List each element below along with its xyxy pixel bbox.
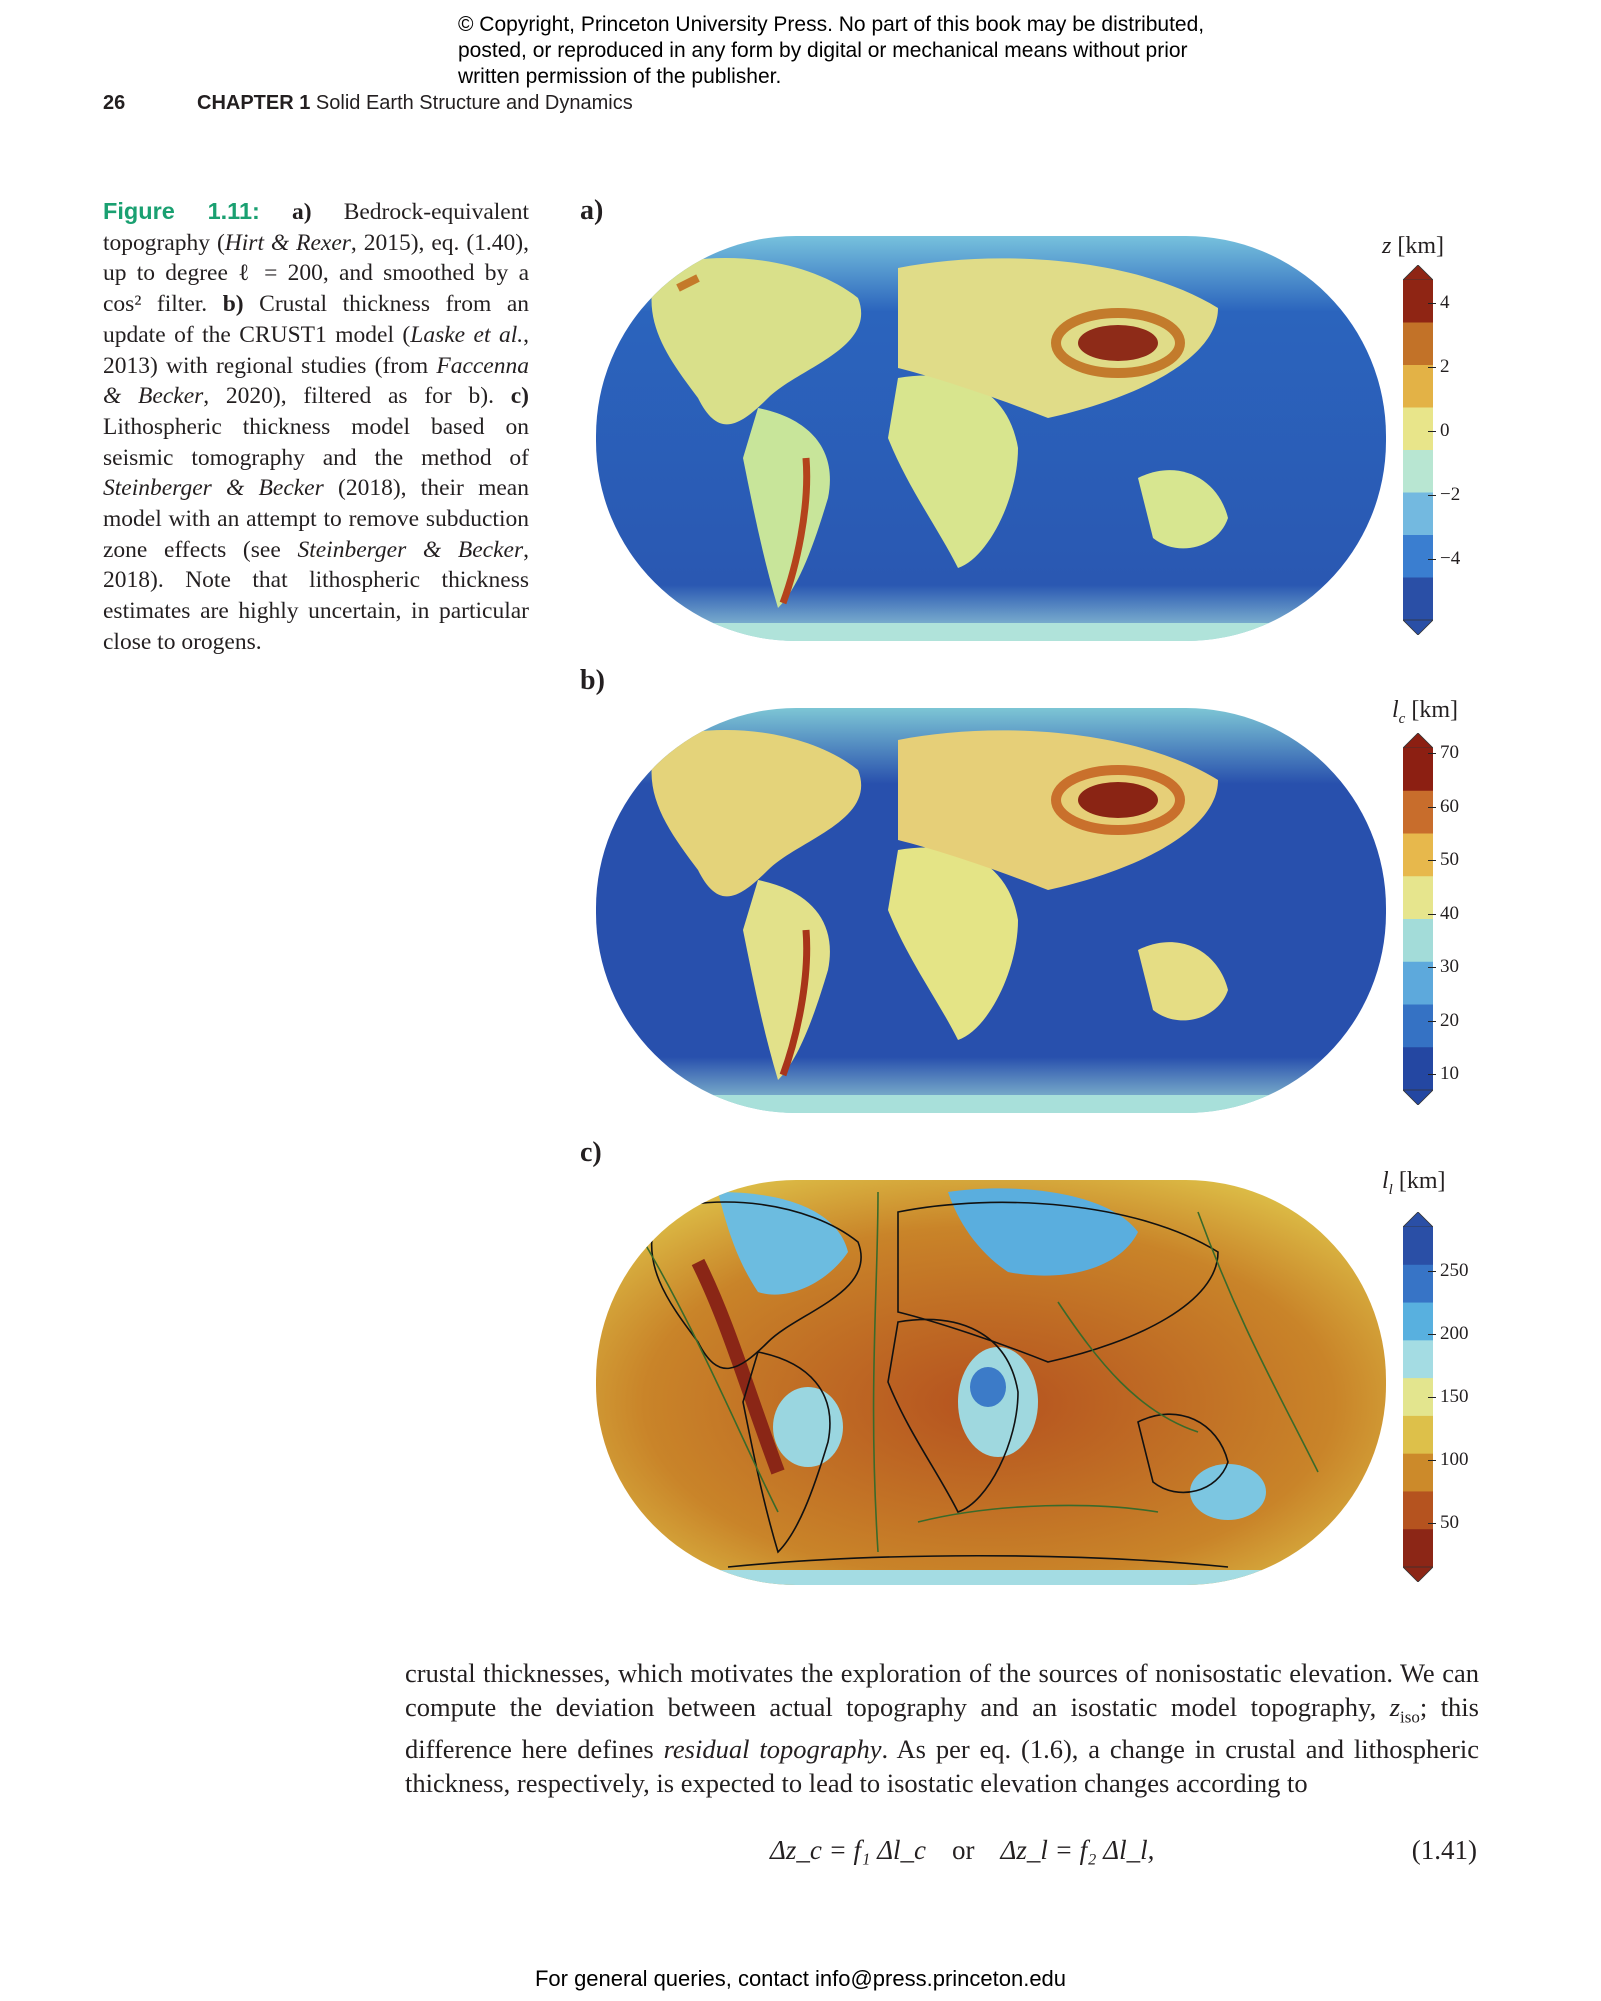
colorbar-tick-mark: [1428, 1397, 1436, 1398]
colorbar-segment: [1403, 1005, 1433, 1048]
caption-text: , 2015), eq. (1.40), up to degree ℓ = 200, and smoothed by a cos² filter.: [103, 229, 529, 318]
caption-text: , 2018). Note that lithospheric thickness estimates are highly uncertain, in particular close to orogens.: [103, 536, 529, 655]
colorbar-tick-label: −4: [1440, 548, 1461, 569]
caption-text: Crustal thickness from an update of the CRUST1 model (: [103, 291, 530, 348]
colorbar-segment: [1403, 578, 1433, 621]
colorbar-segment: [1403, 1529, 1433, 1567]
caption-citation: Faccenna & Becker: [103, 352, 529, 410]
body-text: crustal thicknesses, which motivates the exploration of the sources of nonisostatic elevation. We can compute the deviation between actual topography and an isostatic model topography,: [405, 1658, 1479, 1722]
running-head: [103, 92, 633, 115]
colorbar-segment: [1403, 323, 1433, 366]
caption-mark-a: a): [291, 199, 312, 225]
colorbar-unit: [km]: [1397, 233, 1444, 259]
equation-right: Δz_l = f₂ Δl_l,: [1000, 1835, 1155, 1865]
body-text: ; this difference here defines: [405, 1691, 1479, 1765]
colorbar-segment: [1403, 834, 1433, 877]
caption-text: , 2013) with regional studies (from: [103, 321, 529, 379]
topography-map: [578, 228, 1400, 648]
colorbar-arrow-bottom: [1403, 1567, 1433, 1582]
panel-label-b: b): [580, 665, 605, 696]
caption-text: (2018), their mean model with an attempt to remove subduction zone effects (see: [103, 475, 529, 563]
colorbar-tick-mark: [1428, 1523, 1436, 1524]
colorbar-segment: [1403, 748, 1433, 791]
colorbar-tick-mark: [1428, 914, 1436, 915]
symbol: z: [1389, 1691, 1401, 1722]
colorbar-symbol: l: [1392, 697, 1399, 723]
antarctica: [578, 1570, 1400, 1592]
colorbar-segment: [1403, 1047, 1433, 1090]
tibet: [1078, 325, 1158, 361]
colorbar-segment: [1403, 919, 1433, 962]
caption-citation: Hirt & Rexer: [224, 229, 351, 256]
colorbar-segment: [1403, 1303, 1433, 1341]
copyright-notice: © Copyright, Princeton University Press. No part of this book may be distributed, posted, or reproduced in any form by digital or mechanical means without prior written permission of the publisher.: [458, 13, 1205, 88]
colorbar-tick-mark: [1428, 967, 1436, 968]
colorbar-tick-label: 50: [1440, 849, 1459, 870]
footer: For general queries, contact info@press.princeton.edu: [534, 1966, 1067, 1991]
figure-label: Figure 1.11:: [103, 198, 260, 224]
lithospheric-thickness-map: [578, 1172, 1400, 1592]
equation-number: (1.41): [1411, 1835, 1477, 1865]
panel-label-c: c): [580, 1137, 602, 1168]
body-paragraph: [405, 1657, 1479, 1800]
colorbar-tick-label: 150: [1440, 1386, 1469, 1407]
colorbar-segment: [1403, 1340, 1433, 1378]
colorbar-tick-label: 40: [1440, 902, 1459, 924]
caption-citation: Laske et al.: [410, 321, 524, 348]
chapter-label: CHAPTER 1: [197, 92, 311, 114]
colorbar-tick-label: 10: [1440, 1063, 1459, 1084]
term: residual topography: [663, 1734, 882, 1765]
colorbar-tick-label: 100: [1440, 1449, 1469, 1470]
colorbar-tick-label: 2: [1440, 356, 1450, 377]
colorbar-arrow-top: [1403, 1212, 1433, 1227]
colorbar-tick-label: 20: [1440, 1009, 1459, 1031]
colorbar-subscript: c: [1398, 710, 1406, 727]
caption-text: Lithospheric thickness model based on seismic tomography and the method of: [103, 413, 529, 471]
chapter-heading: [197, 92, 633, 115]
caption-citation: Steinberger & Becker: [103, 475, 324, 502]
equation: [770, 1835, 1154, 1866]
colorbar-segment: [1403, 535, 1433, 578]
australian-craton: [1190, 1464, 1266, 1520]
colorbar-tick-mark: [1428, 1334, 1436, 1335]
colorbar-unit: [km]: [1398, 1168, 1446, 1194]
colorbar-b: [1403, 733, 1433, 1105]
colorbar-tick-mark: [1428, 559, 1436, 560]
colorbar-tick-label: 250: [1440, 1260, 1469, 1281]
caption-text: , 2020), filtered as for b).: [203, 383, 494, 410]
colorbar-tick-mark: [1428, 431, 1436, 432]
colorbar-tick-mark: [1428, 1460, 1436, 1461]
colorbar-segment: [1403, 1227, 1433, 1265]
caption-text: Bedrock-equivalent topography (: [103, 199, 530, 256]
colorbar-segment: [1403, 280, 1433, 323]
colorbar-arrow-bottom: [1403, 620, 1433, 635]
colorbar-tick-label: 50: [1440, 1512, 1459, 1533]
colorbar-tick-mark: [1428, 753, 1436, 754]
subscript: iso: [1400, 1706, 1420, 1726]
colorbar-unit: [km]: [1411, 697, 1458, 723]
equation-or: or: [952, 1835, 975, 1865]
colorbar-arrow-top: [1403, 733, 1433, 748]
panel-label-a: a): [580, 195, 604, 226]
colorbar-tick-label: 70: [1440, 742, 1459, 763]
colorbar-arrow-top: [1403, 265, 1433, 280]
colorbar-segment: [1403, 493, 1433, 536]
colorbar-subscript: l: [1388, 1181, 1393, 1198]
colorbar-arrow-bottom: [1403, 1090, 1433, 1105]
colorbar-tick-mark: [1428, 807, 1436, 808]
colorbar-title-a: [1382, 233, 1444, 260]
colorbar-tick-mark: [1428, 1271, 1436, 1272]
colorbar-tick-mark: [1428, 860, 1436, 861]
colorbar-tick-label: 30: [1440, 956, 1459, 977]
caption-mark-b: b): [222, 291, 244, 318]
colorbar-tick-mark: [1428, 1021, 1436, 1022]
colorbar-tick-mark: [1428, 367, 1436, 368]
colorbar-title-c: [1382, 1168, 1446, 1199]
antarctica: [578, 1095, 1400, 1120]
colorbar-tick-label: 60: [1440, 795, 1459, 817]
caption-mark-c: c): [510, 383, 529, 410]
crustal-thickness-map: [578, 700, 1400, 1120]
colorbar-segment: [1403, 1416, 1433, 1454]
caption-citation: Steinberger & Becker: [297, 536, 524, 563]
colorbar-tick-label: −2: [1440, 484, 1461, 505]
colorbar-segment: [1403, 408, 1433, 451]
colorbar-tick-mark: [1428, 1074, 1436, 1075]
colorbar-segment: [1403, 450, 1433, 493]
colorbar-segment: [1403, 791, 1433, 834]
colorbar-tick-mark: [1428, 495, 1436, 496]
colorbar-tick-label: 0: [1440, 420, 1450, 441]
body-text: . As per eq. (1.6), a change in crustal and lithospheric thickness, respectively, is expected to lead to isostatic elevation changes according to: [405, 1734, 1479, 1798]
colorbar-tick-label: 200: [1440, 1323, 1469, 1344]
antarctica: [578, 623, 1400, 648]
south-american-craton: [773, 1387, 843, 1467]
colorbar-symbol: z: [1382, 233, 1392, 259]
figure-caption: [103, 196, 529, 658]
congo-craton: [970, 1367, 1006, 1407]
tibet: [1078, 782, 1158, 818]
colorbar-a: [1403, 265, 1433, 635]
colorbar-tick-mark: [1428, 303, 1436, 304]
colorbar-tick-label: 4: [1440, 292, 1450, 313]
colorbar-title-b: [1392, 697, 1458, 728]
equation-left: Δz_c = f₁ Δl_c: [770, 1835, 927, 1865]
page-number: 26: [103, 92, 126, 114]
colorbar-segment: [1403, 365, 1433, 408]
colorbar-segment: [1403, 962, 1433, 1005]
chapter-title: Solid Earth Structure and Dynamics: [315, 92, 633, 114]
colorbar-symbol: l: [1382, 1168, 1389, 1194]
